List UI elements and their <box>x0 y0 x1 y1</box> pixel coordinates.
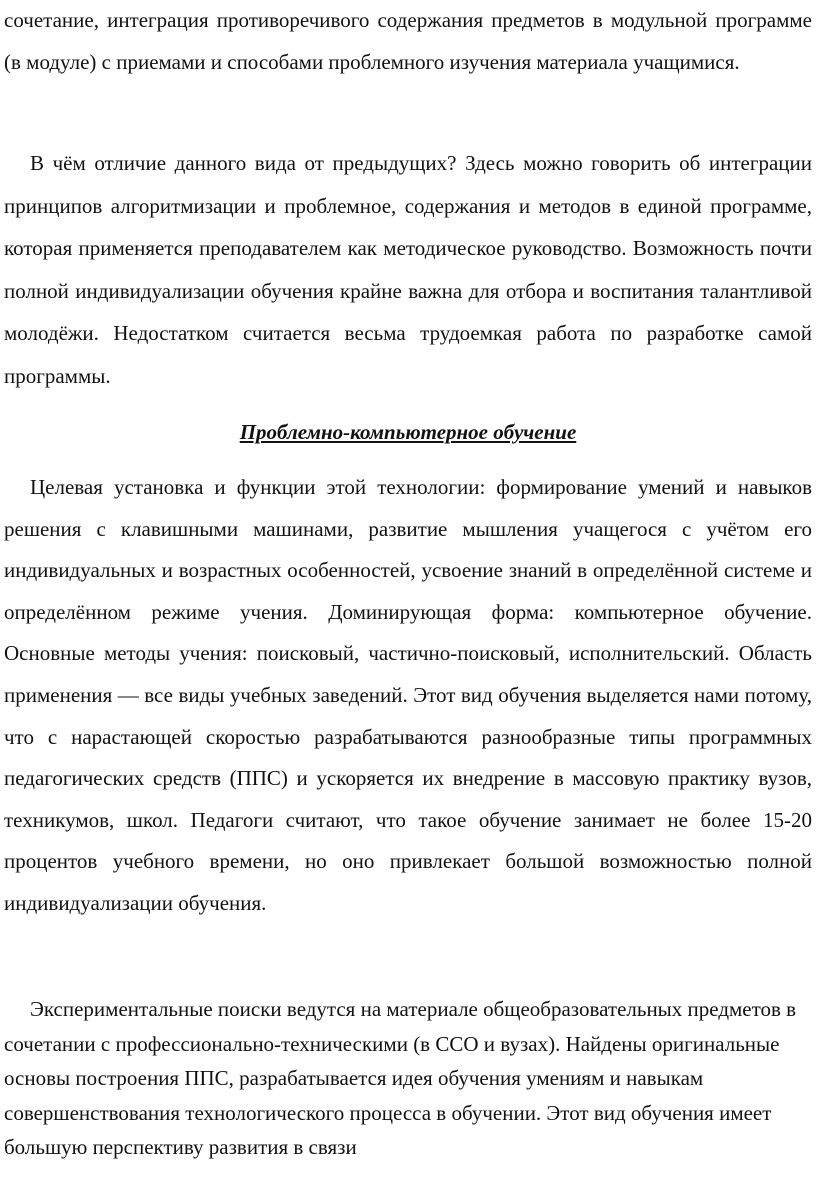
paragraph-2: В чём отличие данного вида от предыдущих? Здесь можно говорить об интеграции принципов алгоритмизации и проблемное, содержания и методов в единой программе, которая применяется преподавателем как методическое руководство. Возможность почти полной индивидуализации обучения крайне важна для отбора и воспитания талантливой молодёжи. Недостатком считается весьма трудоемкая работа по разработке самой программы. <box>4 151 812 388</box>
section-heading: Проблемно-компьютерное обучение <box>239 420 577 444</box>
paragraph-3: Целевая установка и функции этой технологии: формирование умений и навыков решения с клавишными машинами, развитие мышления учащегося с учётом его индивидуальных и возрастных особенностей, усвоение знаний в определённой системе и определённом режиме учения. Доминирующая форма: компьютерное обучение. Основные методы учения: поисковый, частично-поисковый, исполнительский. Область применения — все виды учебных заведений. Этот вид обучения выделяется нами потому, что с нарастающей скоростью разрабатываются разнообразные типы программных педагогических средств (ППС) и ускоряется их внедрение в массовую практику вузов, техникумов, школ. Педагоги считают, что такое обучение занимает не более 15-20 процентов учебного времени, но оно привлекает большой возможностью полной индивидуализации обучения. <box>4 475 812 915</box>
paragraph-4: Экспериментальные поиски ведутся на материале общеобразовательных предметов в сочетании с профессионально-техническими (в ССО и вузах). Найдены оригинальные основы построения ППС, разрабатывается идея обучения умениям и навыкам совершенствования технологического процесса в обучении. Этот вид обучения имеет большую перспективу развития в связи <box>4 997 797 1159</box>
paragraph-1: сочетание, интеграция противоречивого содержания предметов в модульной программе (в модуле) с приемами и способами проблемного изучения материала учащимися. <box>4 8 812 74</box>
